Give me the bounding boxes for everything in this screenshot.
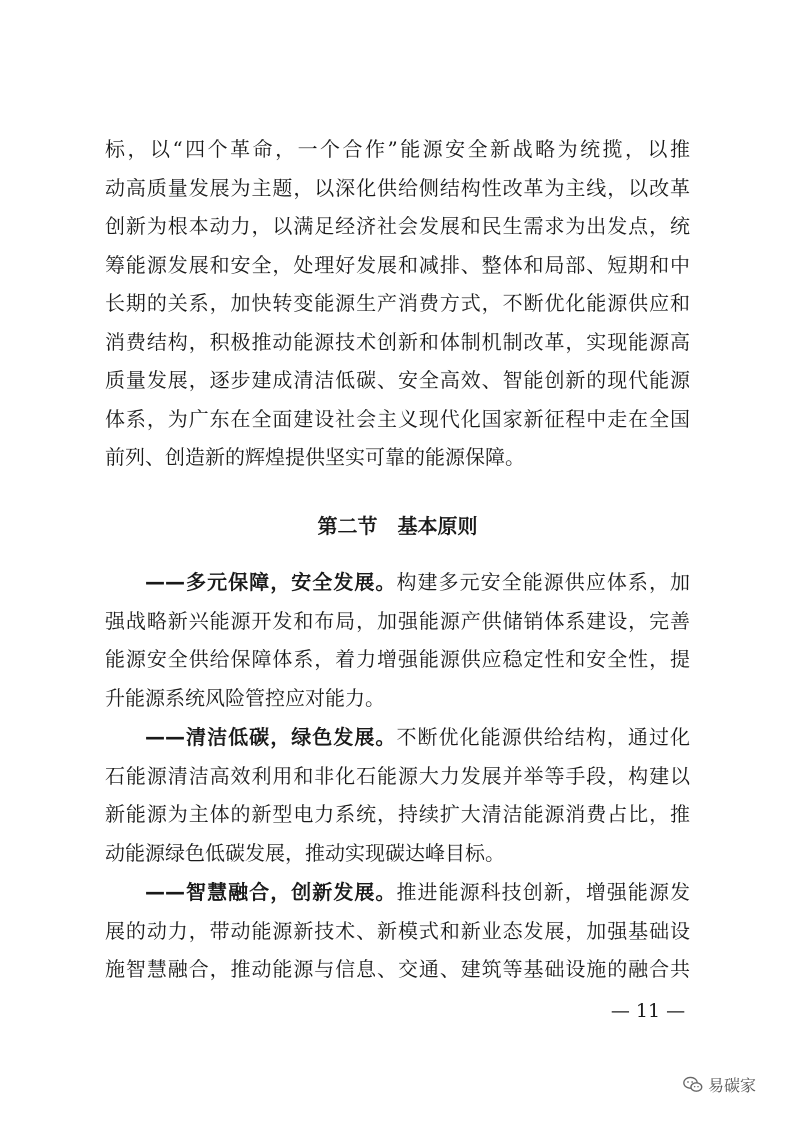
- principle-heading: ——智慧融合，创新发展。: [145, 880, 397, 904]
- text-line: 石能源清洁高效利用和非化石能源大力发展并举等手段，构建以: [105, 763, 690, 788]
- text-line: 施智慧融合，推动能源与信息、交通、建筑等基础设施的融合共: [105, 957, 690, 981]
- principle-paragraph-innovation: [105, 873, 690, 989]
- text-line: [105, 873, 690, 912]
- page-number: — 11 —: [610, 1000, 686, 1022]
- principle-heading: ——清洁低碳，绿色发展。: [145, 725, 397, 749]
- text-line: 动高质量发展为主题，以深化供给侧结构性改革为主线，以改革: [105, 175, 690, 200]
- watermark: [683, 1073, 756, 1096]
- section-title: 第二节 基本原则: [317, 514, 478, 538]
- text-line: 能源安全供给保障体系，着力增强能源供应稳定性和安全性，提: [105, 647, 690, 671]
- text-line: 升能源系统风险管控应对能力。: [105, 685, 385, 710]
- watermark-text: 易碳家: [708, 1076, 757, 1095]
- text-line: 体系，为广东在全面建设社会主义现代化国家新征程中走在全国: [105, 406, 690, 431]
- text-line: [105, 563, 690, 602]
- principle-heading: ——多元保障，安全发展。: [145, 570, 397, 594]
- text-line: 动能源绿色低碳发展，推动实现碳达峰目标。: [105, 840, 505, 865]
- principle-paragraph-green: [105, 718, 690, 872]
- text-line: 新能源为主体的新型电力系统，持续扩大清洁能源消费占比，推: [105, 802, 690, 826]
- text-line: [105, 718, 690, 757]
- intro-paragraph: [105, 130, 690, 477]
- text-line: 前列、创造新的辉煌提供坚实可靠的能源保障。: [105, 445, 525, 469]
- principle-text: 不断优化能源供给结构，通过化: [396, 725, 691, 749]
- principle-text: 推进能源科技创新，增强能源发: [396, 880, 691, 904]
- text-line: 筹能源发展和安全，处理好发展和减排、整体和局部、短期和中: [105, 252, 690, 277]
- text-line: 消费结构，积极推动能源技术创新和体制机制改革，实现能源高: [105, 329, 690, 354]
- text-line: 强战略新兴能源开发和布局，加强能源产供储销体系建设，完善: [105, 608, 690, 633]
- principle-paragraph-security: [105, 563, 690, 717]
- principle-text: 构建多元安全能源供应体系，加: [396, 570, 691, 594]
- text-line: 长期的关系，加快转变能源生产消费方式，不断优化能源供应和: [105, 291, 690, 315]
- text-line: 创新为根本动力，以满足经济社会发展和民生需求为出发点，统: [105, 214, 690, 238]
- wechat-icon: [683, 1076, 703, 1093]
- text-line: 展的动力，带动能源新技术、新模式和新业态发展，加强基础设: [105, 918, 690, 943]
- text-line: 质量发展，逐步建成清洁低碳、安全高效、智能创新的现代能源: [105, 368, 690, 392]
- text-line: 标，以“四个革命，一个合作”能源安全新战略为统揽，以推: [105, 137, 690, 161]
